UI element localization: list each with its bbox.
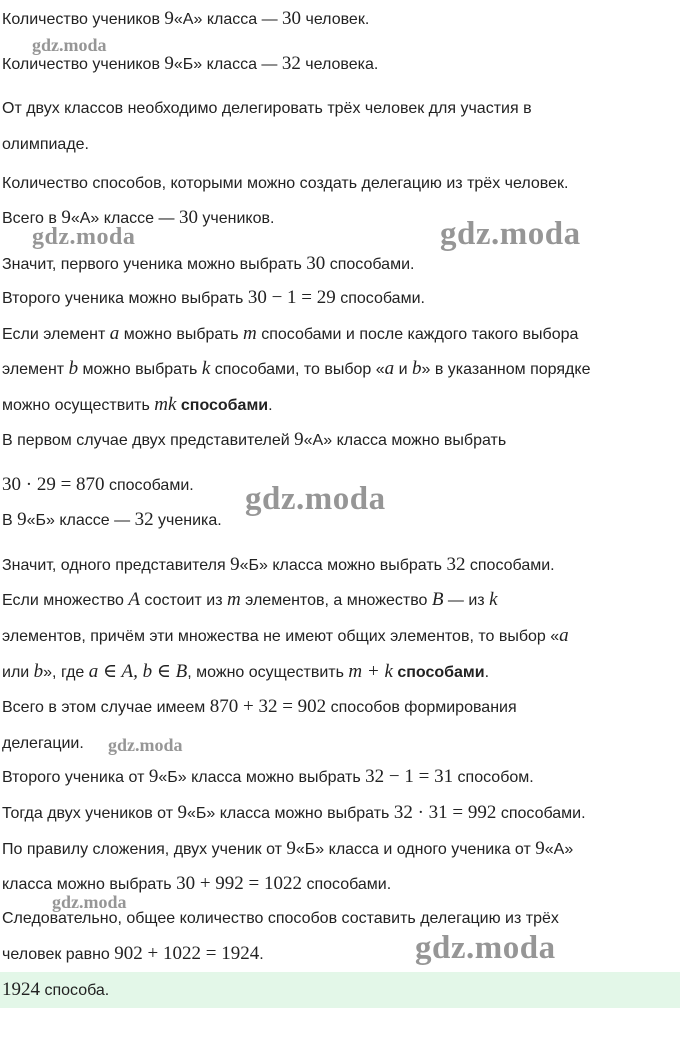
watermark: gdz.moda xyxy=(32,35,107,55)
answer-box xyxy=(0,972,680,1008)
text-line: Количество учеников 9«А» класса — 30 человек. xyxy=(2,8,370,29)
text-line: От двух классов необходимо делегировать трёх человек для участия в xyxy=(2,100,532,117)
text-line: можно осуществить mk способами. xyxy=(2,394,273,415)
text-line: или b», где a ∈ A, b ∈ B, можно осуществить m + k способами. xyxy=(2,661,490,682)
text-line: Второго ученика от 9«Б» класса можно выбрать 32 − 1 = 31 способом. xyxy=(2,766,534,787)
text-line: Тогда двух учеников от 9«Б» класса можно выбрать 32 · 31 = 992 способами. xyxy=(2,802,586,823)
watermark: gdz.moda xyxy=(52,892,127,912)
text-line: делегации. xyxy=(2,735,84,752)
answer-text: 1924 способа. xyxy=(2,979,110,1000)
text-line: Количество учеников 9«Б» класса — 32 человека. xyxy=(2,53,379,74)
watermark: gdz.moda xyxy=(32,224,136,250)
text-line: Второго ученика можно выбрать 30 − 1 = 29 способами. xyxy=(2,287,425,308)
watermark: gdz.moda xyxy=(440,216,581,252)
text-line: В первом случае двух представителей 9«А» класса можно выбрать xyxy=(2,429,507,450)
text-line: Всего в 9«А» классе — 30 учеников. xyxy=(2,207,275,228)
text-line: Значит, первого ученика можно выбрать 30 способами. xyxy=(2,253,415,274)
watermark: gdz.moda xyxy=(245,481,386,517)
text-line: олимпиаде. xyxy=(2,136,89,153)
text-line: В 9«Б» классе — 32 ученика. xyxy=(2,509,222,530)
watermark: gdz.moda xyxy=(108,735,183,755)
text-line: класса можно выбрать 30 + 992 = 1022 способами. xyxy=(2,873,392,894)
text-line: Всего в этом случае имеем 870 + 32 = 902 способов формирования xyxy=(2,696,517,717)
watermark: gdz.moda xyxy=(415,930,556,966)
text-line: Следовательно, общее количество способов составить делегацию из трёх xyxy=(2,910,559,927)
text-line: Значит, одного представителя 9«Б» класса можно выбрать 32 способами. xyxy=(2,554,555,575)
text-line: По правилу сложения, двух ученик от 9«Б» класса и одного ученика от 9«А» xyxy=(2,838,574,859)
text-line: Если множество A состоит из m элементов, а множество B — из k xyxy=(2,589,498,610)
text-line: Количество способов, которыми можно создать делегацию из трёх человек. xyxy=(2,175,569,192)
text-line: человек равно 902 + 1022 = 1924. xyxy=(2,943,264,964)
text-line: 30 · 29 = 870 способами. xyxy=(2,474,194,495)
text-line: элемент b можно выбрать k способами, то выбор «a и b» в указанном порядке xyxy=(2,358,591,379)
text-line: Если элемент a можно выбрать m способами и после каждого такого выбора xyxy=(2,323,579,344)
text-line: элементов, причём эти множества не имеют общих элементов, то выбор «a xyxy=(2,625,569,646)
